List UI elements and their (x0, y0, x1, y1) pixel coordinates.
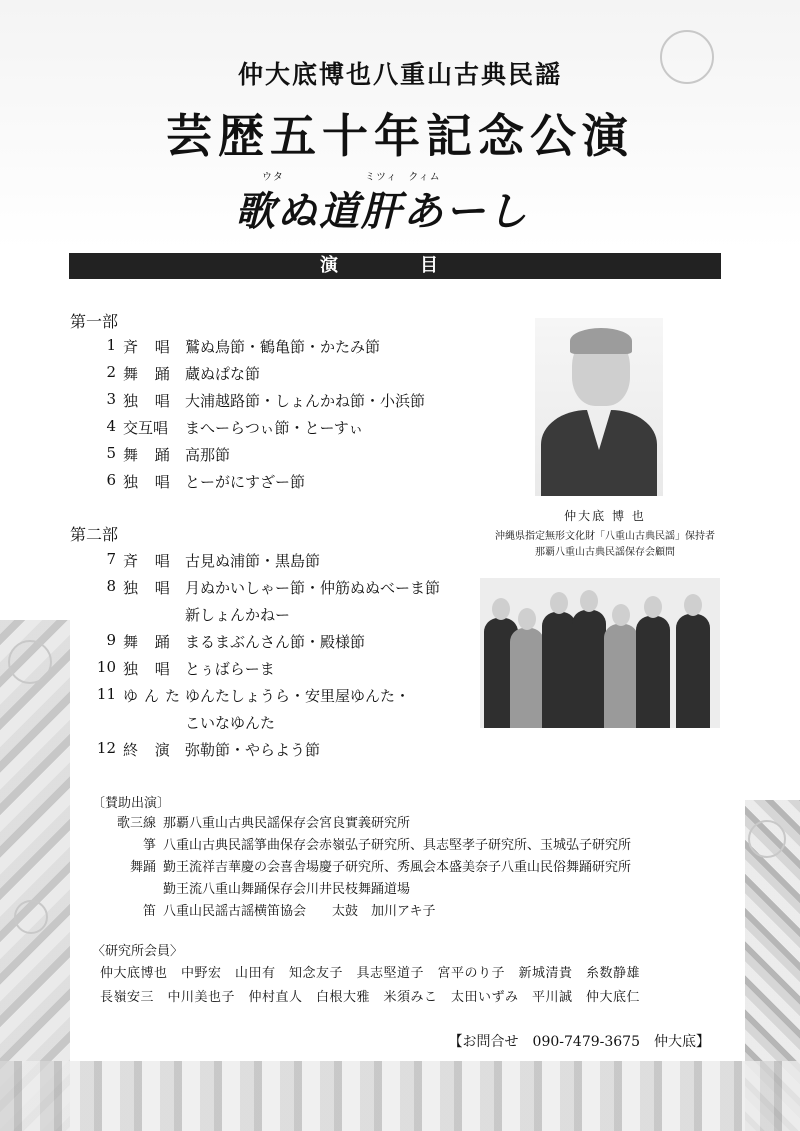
person-face (492, 598, 510, 620)
contact-info: 【お問合せ 090-7479-3675 仲大底】 (447, 1031, 712, 1051)
item-kind: 独 唱 (123, 473, 176, 491)
support-label: 舞踊 (129, 860, 156, 875)
item-songs: 弥勒節・やらよう節 (185, 741, 321, 759)
item-number: 1 (106, 336, 116, 354)
item-songs: 鷲ぬ鳥節・鶴亀節・かたみ節 (185, 338, 381, 356)
group-photo-person (572, 610, 606, 728)
item-songs: とーがにすざー節 (185, 473, 306, 491)
ruby-mitsui-kuimu: ミツィ クィム (365, 172, 441, 183)
item-number: 11 (96, 685, 116, 703)
decorative-bottom-pattern (0, 1061, 800, 1131)
item-kind: ゆんた (123, 687, 187, 705)
program-heading-bar: 演 目 (69, 253, 721, 279)
item-number: 12 (96, 739, 116, 757)
item-songs: 蔵ぬぱな節 (185, 365, 261, 383)
item-songs: まるまぶんさん節・殿様節 (185, 633, 366, 651)
group-photo-person (542, 612, 576, 728)
ruby-uta: ウタ (262, 172, 284, 183)
item-number: 4 (106, 417, 116, 435)
item-number: 10 (96, 658, 116, 676)
event-title: 芸歴五十年記念公演 (166, 109, 634, 163)
support-value: 勤王流八重山舞踊保存会川井民枝舞踊道場 (163, 882, 411, 897)
item-songs: 古見ぬ浦節・黒島節 (185, 552, 321, 570)
person-face (644, 596, 662, 618)
item-kind: 独 唱 (123, 579, 176, 597)
support-label: 笛 (142, 904, 156, 919)
item-number: 3 (106, 390, 116, 408)
item-number: 2 (106, 363, 116, 381)
item-songs: 月ぬかいしゃー節・仲筋ぬぬべーま節 (185, 579, 441, 597)
support-value: 那覇八重山古典民謡保存会宮良實義研究所 (163, 816, 411, 831)
item-kind: 舞 踊 (123, 446, 176, 464)
item-songs: 大浦越路節・しょんかね節・小浜節 (185, 392, 426, 410)
person-face (550, 592, 568, 614)
portrait-caption-name: 仲大底 博 也 (564, 509, 646, 523)
part-title: 第一部 (70, 312, 119, 331)
item-kind: 舞 踊 (123, 633, 176, 651)
item-kind: 斉 唱 (123, 552, 176, 570)
item-songs: 高那節 (185, 446, 231, 464)
item-number: 8 (106, 577, 116, 595)
item-songs: こいなゆんた (185, 714, 276, 732)
item-kind: 斉 唱 (123, 338, 176, 356)
support-heading: 〔賛助出演〕 (92, 796, 171, 811)
item-kind: 交互唱 (123, 419, 169, 437)
decorative-left-pattern (0, 620, 70, 1131)
flower-ornament-icon (14, 900, 48, 934)
group-photo-person (510, 628, 544, 728)
item-number: 5 (106, 444, 116, 462)
flower-ornament-icon (8, 640, 52, 684)
item-songs: とぅばらーま (185, 660, 275, 678)
event-subtitle: 仲大底博也八重山古典民謡 (237, 60, 562, 89)
members-line: 長嶺安三 中川美也子 仲村直人 白根大雅 米須みこ 太田いずみ 平川誠 仲大底仁 (100, 990, 641, 1005)
item-kind: 終 演 (123, 741, 176, 759)
group-photo-person (636, 616, 670, 728)
item-songs: ゆんたしょうら・安里屋ゆんた・ (185, 687, 411, 705)
group-photo-person (604, 624, 638, 728)
part-title: 第二部 (70, 525, 119, 544)
item-number: 6 (106, 471, 116, 489)
support-label: 箏 (142, 838, 156, 853)
item-songs: 新しょんかねー (185, 606, 291, 624)
person-face (580, 590, 598, 612)
portrait-hair (570, 328, 632, 354)
members-heading: 〈研究所会員〉 (92, 944, 184, 959)
group-photo-person (676, 614, 710, 728)
item-kind: 舞 踊 (123, 365, 176, 383)
portrait-caption-title: 沖縄県指定無形文化財「八重山古典民謡」保持者 (495, 531, 715, 542)
flower-ornament-icon (748, 820, 786, 858)
support-value: 八重山民謡古謡横笛協会 太鼓 加川アキ子 (163, 904, 436, 919)
portrait-caption-role: 那覇八重山古典民謡保存会顧問 (535, 547, 675, 558)
item-number: 9 (106, 631, 116, 649)
person-face (612, 604, 630, 626)
support-label: 歌三線 (116, 816, 156, 831)
person-face (684, 594, 702, 616)
support-value: 勤王流祥吉華慶の会喜舎場慶子研究所、秀風会本盛美奈子八重山民俗舞踊研究所 (163, 860, 632, 875)
item-songs: まへーらつぃ節・とーすぃ (185, 419, 364, 437)
performer-portrait (535, 318, 663, 496)
event-tagline-calligraphy: 歌ぬ道肝あーし (235, 188, 529, 235)
group-photo (480, 578, 720, 728)
members-line: 仲大底博也 中野宏 山田有 知念友子 具志堅道子 宮平のり子 新城清貴 糸数静雄 (100, 966, 641, 981)
item-kind: 独 唱 (123, 392, 176, 410)
item-number: 7 (106, 550, 116, 568)
item-kind: 独 唱 (123, 660, 176, 678)
person-face (518, 608, 536, 630)
support-value: 八重山古典民謡箏曲保存会赤嶺弘子研究所、具志堅孝子研究所、玉城弘子研究所 (163, 838, 632, 853)
